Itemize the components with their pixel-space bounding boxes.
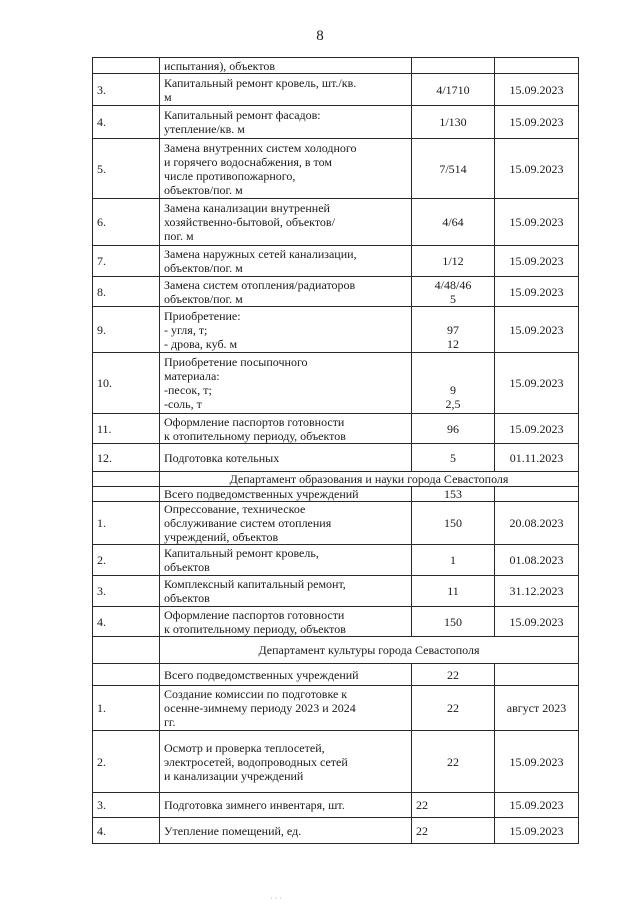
number-cell bbox=[93, 637, 160, 664]
quantity-cell: 4/64 bbox=[412, 199, 495, 246]
table-row bbox=[93, 818, 579, 844]
department-header-row bbox=[93, 472, 579, 487]
number-cell: 10. bbox=[93, 353, 160, 414]
description-cell: Опрессование, техническое обслуживание систем отопления учреждений, объектов bbox=[160, 502, 412, 545]
number-cell: 3. bbox=[93, 576, 160, 607]
deadline-cell: 15.09.2023 bbox=[495, 793, 579, 818]
quantity-cell: 11 bbox=[412, 576, 495, 607]
deadline-cell bbox=[495, 664, 579, 686]
deadline-cell: 15.09.2023 bbox=[495, 139, 579, 199]
description-cell: Подготовка котельных bbox=[160, 444, 412, 472]
deadline-cell: 15.09.2023 bbox=[495, 277, 579, 307]
deadline-cell: 15.09.2023 bbox=[495, 246, 579, 277]
deadline-cell: 20.08.2023 bbox=[495, 502, 579, 545]
number-cell: 5. bbox=[93, 139, 160, 199]
number-cell: 4. bbox=[93, 818, 160, 844]
number-cell: 8. bbox=[93, 277, 160, 307]
table-row bbox=[93, 576, 579, 607]
quantity-cell: 97 12 bbox=[412, 307, 495, 353]
department-title: Департамент образования и науки города Севастополя bbox=[160, 472, 579, 487]
deadline-cell: 15.09.2023 bbox=[495, 414, 579, 444]
quantity-cell: 22 bbox=[412, 731, 495, 793]
number-cell bbox=[93, 664, 160, 686]
description-cell: Капитальный ремонт фасадов: утепление/кв. м bbox=[160, 106, 412, 139]
table-row bbox=[93, 444, 579, 472]
number-cell: 3. bbox=[93, 793, 160, 818]
total-row bbox=[93, 487, 579, 502]
description-cell: Оформление паспортов готовности к отопительному периоду, объектов bbox=[160, 414, 412, 444]
table-row bbox=[93, 731, 579, 793]
table-row bbox=[93, 74, 579, 106]
table-row bbox=[93, 545, 579, 576]
quantity-cell: 4/1710 bbox=[412, 74, 495, 106]
description-cell: Замена внутренних систем холодного и горячего водоснабжения, в том числе противопожарного, объектов/пог. м bbox=[160, 139, 412, 199]
quantity-cell: 5 bbox=[412, 444, 495, 472]
deadline-cell: 01.11.2023 bbox=[495, 444, 579, 472]
quantity-cell: 1/12 bbox=[412, 246, 495, 277]
table-row bbox=[93, 414, 579, 444]
table-row bbox=[93, 686, 579, 731]
description-cell: Комплексный капитальный ремонт, объектов bbox=[160, 576, 412, 607]
deadline-cell: 15.09.2023 bbox=[495, 353, 579, 414]
total-row bbox=[93, 664, 579, 686]
description-cell: Замена наружных сетей канализации, объектов/пог. м bbox=[160, 246, 412, 277]
description-cell: Капитальный ремонт кровель, объектов bbox=[160, 545, 412, 576]
department-header-row bbox=[93, 637, 579, 664]
number-cell: 1. bbox=[93, 502, 160, 545]
description-cell: испытания), объектов bbox=[160, 58, 412, 74]
quantity-cell: 22 bbox=[412, 686, 495, 731]
description-cell: Подготовка зимнего инвентаря, шт. bbox=[160, 793, 412, 818]
quantity-cell: 150 bbox=[412, 607, 495, 637]
department-title: Департамент культуры города Севастополя bbox=[160, 637, 579, 664]
number-cell: 12. bbox=[93, 444, 160, 472]
number-cell: 9. bbox=[93, 307, 160, 353]
quantity-cell: 7/514 bbox=[412, 139, 495, 199]
table-row bbox=[93, 277, 579, 307]
deadline-cell: 15.09.2023 bbox=[495, 74, 579, 106]
table-row bbox=[93, 307, 579, 353]
deadline-cell: 01.08.2023 bbox=[495, 545, 579, 576]
table-row bbox=[93, 246, 579, 277]
description-cell: Приобретение: - угля, т; - дрова, куб. м bbox=[160, 307, 412, 353]
quantity-cell: 150 bbox=[412, 502, 495, 545]
table-row bbox=[93, 106, 579, 139]
quantity-cell: 4/48/46 5 bbox=[412, 277, 495, 307]
number-cell: 2. bbox=[93, 731, 160, 793]
description-cell: Оформление паспортов готовности к отопительному периоду, объектов bbox=[160, 607, 412, 637]
quantity-cell: 9 2,5 bbox=[412, 353, 495, 414]
number-cell: 3. bbox=[93, 74, 160, 106]
number-cell bbox=[93, 58, 160, 74]
number-cell: 4. bbox=[93, 607, 160, 637]
deadline-cell bbox=[495, 487, 579, 502]
quantity-cell: 1 bbox=[412, 545, 495, 576]
number-cell: 1. bbox=[93, 686, 160, 731]
deadline-cell: 15.09.2023 bbox=[495, 731, 579, 793]
quantity-cell bbox=[412, 58, 495, 74]
description-cell: Замена систем отопления/радиаторов объектов/пог. м bbox=[160, 277, 412, 307]
table-row bbox=[93, 58, 579, 74]
page-number: 8 bbox=[316, 28, 324, 44]
number-cell: 4. bbox=[93, 106, 160, 139]
deadline-cell: 31.12.2023 bbox=[495, 576, 579, 607]
deadline-cell: 15.09.2023 bbox=[495, 106, 579, 139]
deadline-cell: 15.09.2023 bbox=[495, 607, 579, 637]
table-row bbox=[93, 793, 579, 818]
quantity-cell: 22 bbox=[412, 664, 495, 686]
description-cell: Капитальный ремонт кровель, шт./кв. м bbox=[160, 74, 412, 106]
table-row bbox=[93, 139, 579, 199]
quantity-cell: 96 bbox=[412, 414, 495, 444]
deadline-cell bbox=[495, 58, 579, 74]
scan-mark: · · · bbox=[270, 894, 282, 903]
number-cell: 11. bbox=[93, 414, 160, 444]
number-cell: 6. bbox=[93, 199, 160, 246]
table-row bbox=[93, 199, 579, 246]
description-cell: Всего подведомственных учреждений bbox=[160, 664, 412, 686]
number-cell bbox=[93, 472, 160, 487]
number-cell: 2. bbox=[93, 545, 160, 576]
number-cell bbox=[93, 487, 160, 502]
quantity-cell: 22 bbox=[412, 793, 495, 818]
work-plan-table bbox=[92, 57, 579, 844]
deadline-cell: 15.09.2023 bbox=[495, 818, 579, 844]
quantity-cell: 1/130 bbox=[412, 106, 495, 139]
description-cell: Создание комиссии по подготовке к осенне-зимнему периоду 2023 и 2024 гг. bbox=[160, 686, 412, 731]
table-row bbox=[93, 502, 579, 545]
table-row bbox=[93, 607, 579, 637]
description-cell: Приобретение посыпочного материала: -песок, т; -соль, т bbox=[160, 353, 412, 414]
description-cell: Утепление помещений, ед. bbox=[160, 818, 412, 844]
description-cell: Замена канализации внутренней хозяйственно-бытовой, объектов/ пог. м bbox=[160, 199, 412, 246]
quantity-cell: 22 bbox=[412, 818, 495, 844]
description-cell: Осмотр и проверка теплосетей, электросетей, водопроводных сетей и канализации учреждений bbox=[160, 731, 412, 793]
quantity-cell: 153 bbox=[412, 487, 495, 502]
deadline-cell: 15.09.2023 bbox=[495, 199, 579, 246]
number-cell: 7. bbox=[93, 246, 160, 277]
table-row bbox=[93, 353, 579, 414]
table-body bbox=[93, 58, 579, 844]
deadline-cell: август 2023 bbox=[495, 686, 579, 731]
deadline-cell: 15.09.2023 bbox=[495, 307, 579, 353]
description-cell: Всего подведомственных учреждений bbox=[160, 487, 412, 502]
